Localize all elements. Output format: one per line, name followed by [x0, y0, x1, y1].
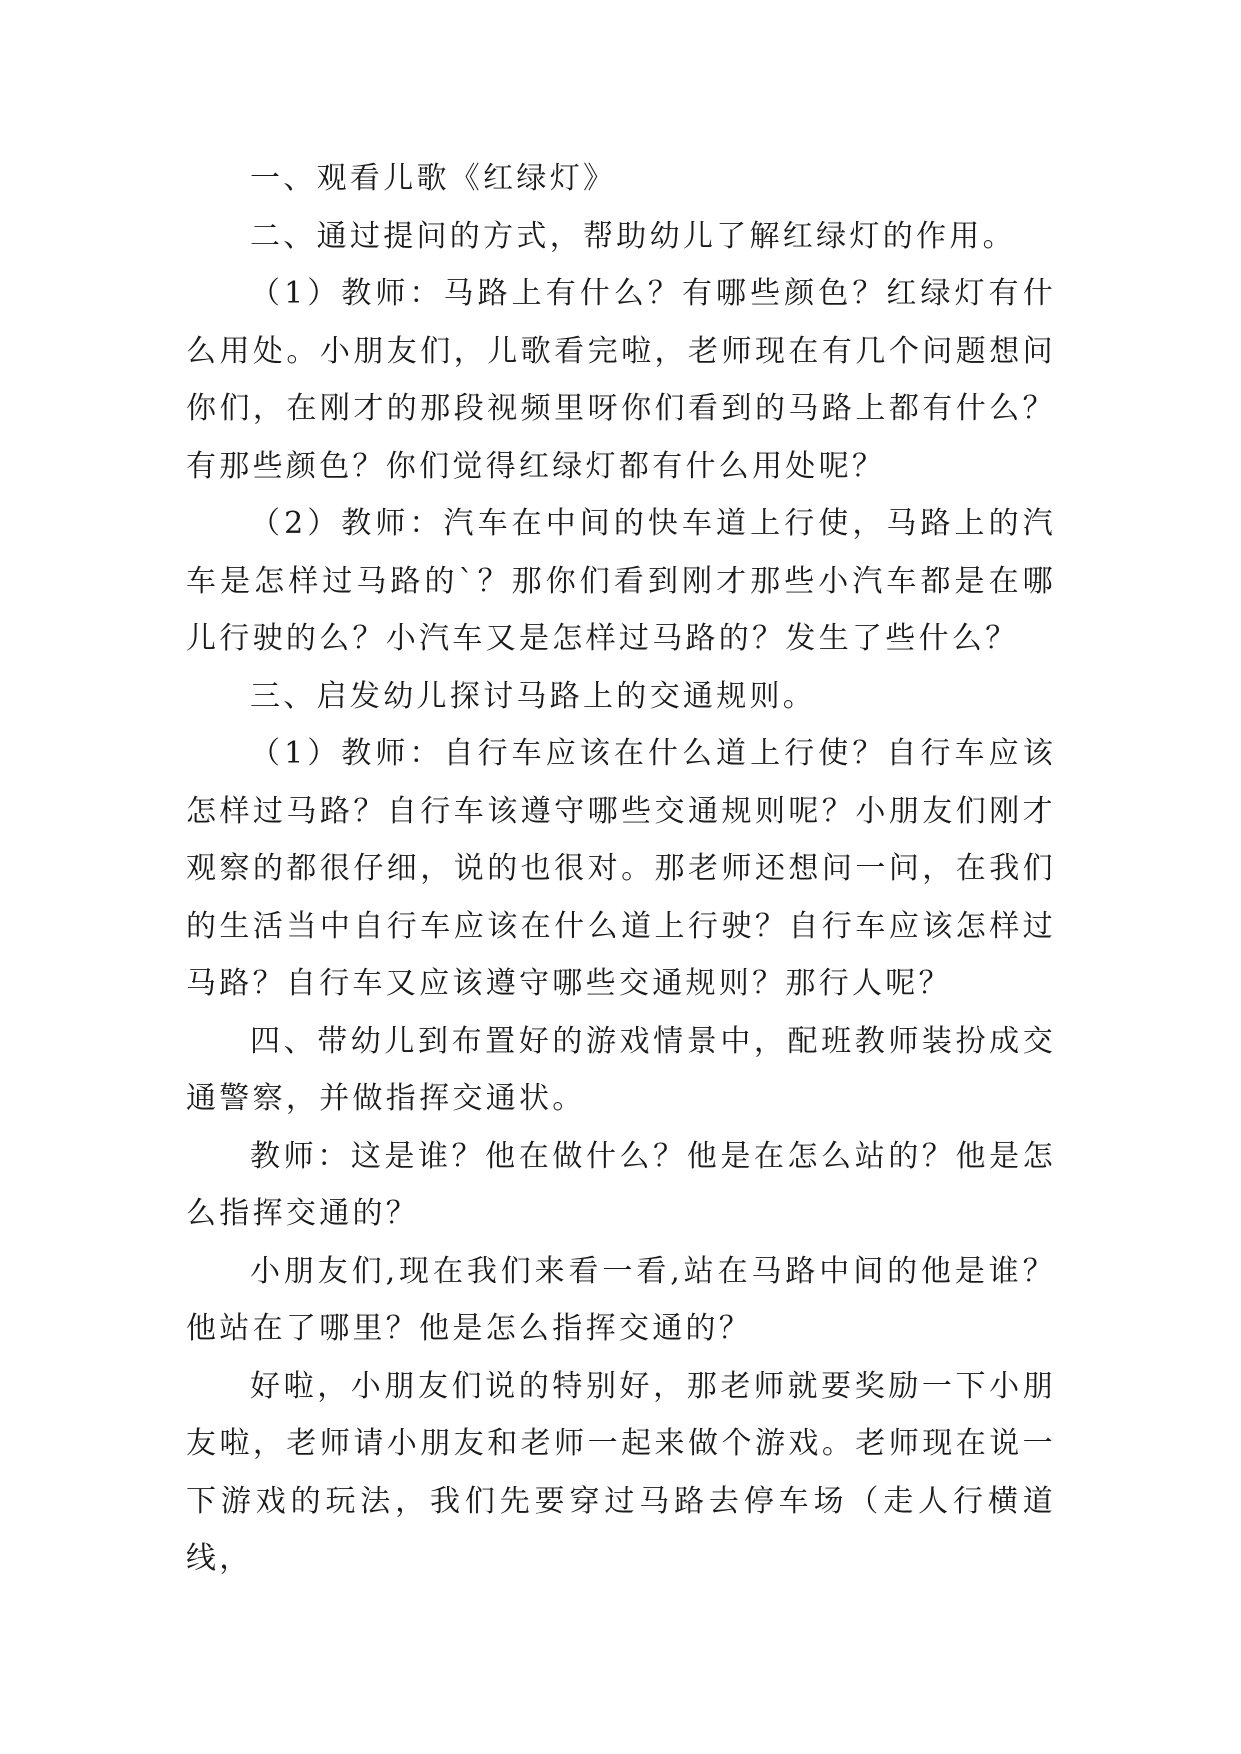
paragraph-game-intro: 好啦，小朋友们说的特别好，那老师就要奖励一下小朋友啦，老师请小朋友和老师一起来做个游戏。老师现在说一下游戏的玩法，我们先要穿过马路去停车场（走人行横道线， — [186, 1368, 1056, 1576]
paragraph-teacher-question: 教师：这是谁？他在做什么？他是在怎么站的？他是怎么指挥交通的？ — [186, 1138, 1056, 1231]
section-heading-2: 二、通过提问的方式，帮助幼儿了解红绿灯的作用。 — [250, 218, 1016, 254]
section-heading-3: 三、启发幼儿探讨马路上的交通规则。 — [250, 678, 817, 714]
paragraph-police-question: 小朋友们,现在我们来看一看,站在马路中间的他是谁？他站在了哪里？他是怎么指挥交通的？ — [186, 1253, 1056, 1346]
paragraph-bicycle-rules: （1）教师：自行车应该在什么道上行使？自行车应该怎样过马路？自行车该遵守哪些交通规则呢？小朋友们刚才观察的都很仔细，说的也很对。那老师还想问一问，在我们的生活当中自行车应该在什么道上行驶？自行车应该怎样过马路？自行车又应该遵守哪些交通规则？那行人呢？ — [186, 736, 1056, 1001]
paragraph-question-1: （1）教师：马路上有什么？有哪些颜色？红绿灯有什么用处。小朋友们，儿歌看完啦，老师现在有几个问题想问你们，在刚才的那段视频里呀你们看到的马路上都有什么？有那些颜色？你们觉得红绿灯都有什么用处呢？ — [186, 276, 1056, 484]
document-body — [186, 150, 1056, 1588]
section-heading-4: 四、带幼儿到布置好的游戏情景中，配班教师装扮成交通警察，并做指挥交通状。 — [186, 1023, 1056, 1116]
paragraph-question-2: （2）教师：汽车在中间的快车道上行使，马路上的汽车是怎样过马路的`？那你们看到刚才那些小汽车都是在哪儿行驶的么？小汽车又是怎样过马路的？发生了些什么？ — [186, 506, 1056, 656]
section-heading-1: 一、观看儿歌《红绿灯》 — [250, 161, 617, 196]
